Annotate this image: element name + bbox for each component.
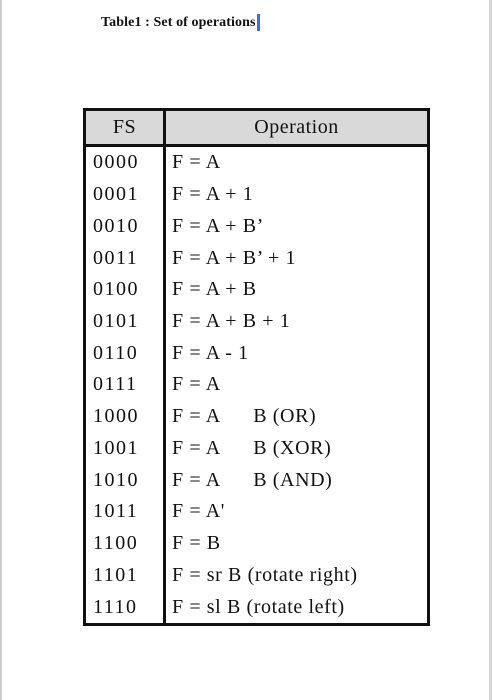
fs-code-cell: 1001 [85,433,165,465]
operation-cell: F = A + B [172,278,257,301]
fs-code-cell: 0000 [85,146,165,179]
fs-code-cell: 1000 [85,401,165,433]
fs-code-cell: 0001 [85,179,165,211]
text-cursor [257,14,260,31]
table-row [85,369,429,401]
fs-code-cell: 0011 [85,242,165,274]
fs-code-cell: 0111 [85,369,165,401]
fs-code-cell: 1110 [85,591,165,624]
table-caption[interactable] [101,14,260,31]
fs-code-cell: 1100 [85,528,165,560]
operation-cell: F = A [172,373,221,396]
operation-cell: F = A - 1 [172,341,249,364]
fs-code-cell: 0110 [85,337,165,369]
operation-cell: F = sr B (rotate right) [172,563,358,586]
table-row [85,401,429,433]
fs-code-cell: 0100 [85,274,165,306]
table-row [85,496,429,528]
table-row [85,274,429,306]
fs-code-cell: 0010 [85,210,165,242]
operation-cell: F = A + 1 [172,183,254,206]
fs-code-cell: 1101 [85,559,165,591]
table-row [85,337,429,369]
header-fs: FS [85,110,165,146]
operation-cell: F = A B (OR) [172,405,317,428]
table-row [85,306,429,338]
table-row [85,146,429,179]
table-row [85,559,429,591]
operation-cell: F = B [172,532,221,555]
table-row [85,179,429,211]
table-row [85,528,429,560]
operation-cell: F = A' [172,500,225,523]
caption-text: Table1 : Set of operations [101,14,256,30]
operation-cell: F = A B (XOR) [172,436,332,459]
table-row [85,242,429,274]
operation-cell: F = A B (AND) [172,468,333,491]
page-edge-left [0,0,2,700]
operation-cell: F = A + B + 1 [172,309,291,332]
fs-code-cell: 1011 [85,496,165,528]
table-row [85,210,429,242]
table-row [85,464,429,496]
fs-code-cell: 0101 [85,306,165,338]
operation-cell: F = A [172,151,221,174]
fs-code-cell: 1010 [85,464,165,496]
table-header-row [85,110,429,146]
table-row [85,433,429,465]
operation-cell: F = A + B’ + 1 [172,246,297,269]
operation-cell: F = sl B (rotate left) [172,595,345,618]
operations-table [83,108,430,626]
header-operation: Operation [165,110,429,146]
operation-cell: F = A + B’ [172,214,264,237]
table-row [85,591,429,624]
